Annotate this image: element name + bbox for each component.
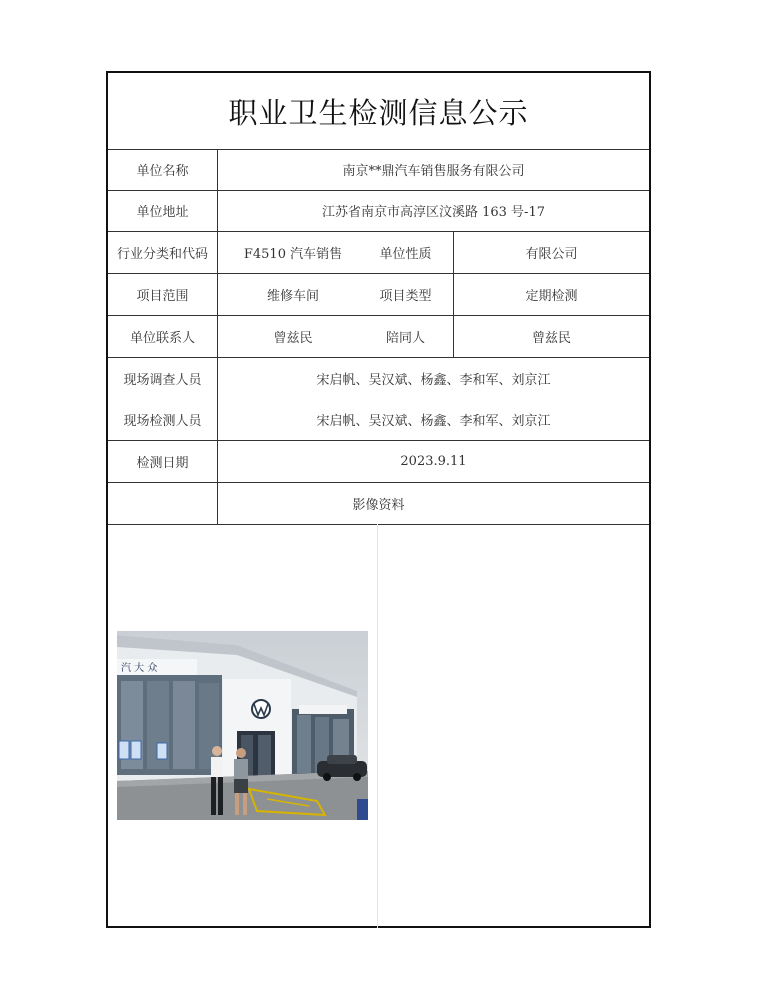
survey-staff-label: 现场调查人员	[123, 372, 202, 388]
unit-name-label: 单位名称	[136, 164, 189, 179]
dealership-photo	[117, 631, 368, 820]
signage-text: 汽 大 众	[121, 663, 158, 674]
unit-address-label: 单位地址	[136, 205, 189, 220]
escort-value: 曾兹民	[531, 330, 571, 346]
industry-label: 行业分类和代码	[116, 246, 208, 262]
survey-staff-value: 宋启帆、吴汉斌、杨鑫、李和军、刘京江	[316, 372, 551, 388]
testing-staff-value: 宋启帆、吴汉斌、杨鑫、李和军、刘京江	[316, 414, 551, 429]
industry-value: F4510 汽车销售	[243, 246, 343, 262]
project-scope-value: 维修车间	[266, 288, 319, 304]
contact-label: 单位联系人	[129, 330, 195, 346]
test-date-label: 检测日期	[136, 455, 189, 471]
project-type-value: 定期检测	[525, 288, 578, 304]
unit-nature-label: 单位性质	[379, 246, 432, 262]
project-type-label: 项目类型	[379, 288, 432, 304]
row-divider	[108, 524, 649, 525]
column-divider	[377, 524, 378, 928]
escort-label: 陪同人	[385, 330, 425, 346]
contact-value: 曾兹民	[273, 330, 313, 346]
document-title: 职业卫生检测信息公示	[228, 95, 529, 130]
image-section-heading: 影像资料	[352, 497, 405, 513]
disclosure-document	[106, 71, 651, 928]
testing-staff-label: 现场检测人员	[123, 414, 202, 429]
unit-address-value: 江苏省南京市高淳区汶溪路 163 号-17	[321, 205, 545, 220]
test-date-value: 2023.9.11	[400, 453, 467, 469]
unit-nature-value: 有限公司	[525, 246, 578, 262]
project-scope-label: 项目范围	[136, 288, 189, 304]
unit-name-value: 南京**鼎汽车销售服务有限公司	[342, 164, 525, 179]
